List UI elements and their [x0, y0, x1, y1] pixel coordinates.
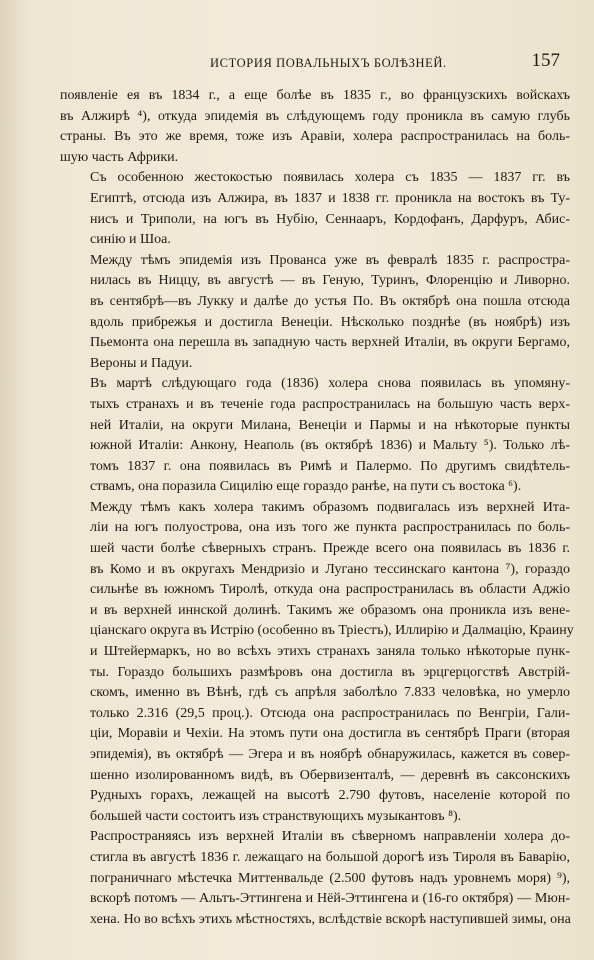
paragraph — [60, 86, 570, 168]
text-line: ты. Гораздо большихъ размѣровъ она достигла въ эрцгерцогствѣ Австрій- — [90, 664, 570, 680]
paragraph — [60, 498, 574, 828]
text-line: Пьемонта она перешла въ западную часть верхней Италіи, въ округи Бергамо, — [90, 335, 570, 351]
text-line: сильнѣе въ южномъ Тиролѣ, откуда она распространилась въ области Аджіо — [90, 582, 570, 598]
text-line: Вероны и Падуи. — [90, 355, 193, 371]
page-header — [100, 50, 560, 76]
text-line: и Штейермаркъ, но во всѣхъ этихъ странахъ заняла только нѣкоторые пунк- — [90, 644, 570, 660]
text-line: Между тѣмъ какъ холера такимъ образомъ подвигалась изъ верхней Ита- — [90, 499, 570, 515]
text-line: тыхъ странахъ и въ теченіе года распространилась на большую часть верх- — [90, 396, 570, 412]
text-line: большей части состоитъ изъ странствующихъ музыкантовъ ⁸). — [90, 808, 462, 824]
text-line: ліи на югъ полуострова, она изъ того же пункта распространилась по боль- — [90, 520, 570, 536]
text-line: Распространяясь изъ верхней Италіи въ сѣверномъ направленіи холера до- — [90, 829, 570, 845]
text-line: страны. Въ это же время, тоже изъ Аравіи, холера распространилась на боль- — [60, 129, 570, 145]
text-line: ціанскаго округа въ Истрію (особенно въ Тріестъ), Иллирію и Далмацію, Краину — [90, 623, 574, 639]
text-line: Въ мартѣ слѣдующаго года (1836) холера снова появилась въ упомяну- — [90, 376, 570, 392]
paragraph — [60, 374, 570, 498]
text-line: ней Италіи, на округи Милана, Венеціи и Пармы и на нѣкоторые пункты — [90, 417, 570, 433]
text-line: и въ верхней иннской долинѣ. Такимъ же образомъ она проникла изъ вене- — [90, 602, 570, 618]
text-line: эпидемія), въ октябрѣ — Эгера и въ ноябрѣ обнаружилась, кажется въ совер- — [90, 747, 570, 762]
text-line: хена. Но во всѣхъ этихъ мѣстностяхъ, вслѣдствіе вскорѣ наступившей зимы, она — [90, 911, 571, 927]
text-line: томъ 1837 г. она появилась въ Римѣ и Палермо. По другимъ свидѣтель- — [90, 458, 570, 474]
text-line: вскорѣ потомъ — Альтъ-Эттингена и Нёй-Эттингена и (16-го октября) — Мюн- — [90, 891, 570, 907]
text-line: появленіе ея въ 1834 г., а еще болѣе въ 1835 г., во французскихъ войскахъ — [60, 88, 570, 103]
text-line: шенно изолированномъ видѣ, въ Обервизенталѣ, — деревнѣ въ саксонскихъ — [90, 767, 570, 783]
text-line: пограничнаго мѣстечка Миттенвальде (2.500 футовъ надъ уровнемъ моря) ⁹), — [90, 870, 570, 886]
text-line: ствамъ, она поразила Сицилію еще гораздо ранѣе, на пути съ востока ⁶). — [90, 479, 522, 495]
text-line: въ Комо и въ округахъ Мендризіо и Лугано тессинскаго кантона ⁷), гораздо — [90, 561, 570, 577]
paragraph — [60, 251, 570, 375]
text-line: скомъ, именно въ Вѣнѣ, гдѣ съ апрѣля заболѣло 7.833 человѣка, но умерло — [90, 685, 570, 701]
text-line: въ Алжирѣ ⁴), откуда эпидемія въ слѣдующемъ году проникла въ самую глубь — [60, 108, 570, 124]
text-line: Съ особенною жестокостью появилась холера съ 1835 — 1837 гг. въ — [90, 170, 570, 186]
text-line: шей части болѣе сѣверныхъ странъ. Прежде всего она появилась въ 1836 г. — [90, 541, 570, 557]
text-line: нилась въ Ниццу, въ августѣ — въ Геную, Туринъ, Флоренцію и Ливорно. — [90, 273, 570, 289]
running-title: ИСТОРИЯ ПОВАЛЬНЫХЪ БОЛѢЗНЕЙ. — [210, 56, 447, 70]
text-line: вдоль прибрежья и достигла Венеціи. Нѣсколько позднѣе (въ ноябрѣ) изъ — [90, 314, 570, 330]
text-line: стигла въ августѣ 1836 г. лежащаго на большой дорогѣ изъ Тироля въ Баварію, — [90, 849, 570, 865]
text-line: Между тѣмъ эпидемія изъ Прованса уже въ февралѣ 1835 г. распростра- — [90, 252, 570, 268]
text-line: въ сентябрѣ—въ Лукку и далѣе до устья По. Въ октябрѣ она пошла отсюда — [90, 293, 570, 309]
page-number: 157 — [531, 50, 560, 71]
text-line: Египтѣ, отсюда изъ Алжира, въ 1837 и 1838 гг. проникла на востокъ въ Ту- — [90, 190, 570, 206]
paragraph — [60, 168, 570, 250]
text-line: шую часть Африки. — [60, 149, 179, 165]
text-line: только 2.316 (29,5 проц.). Отсюда она распространилась по Венгріи, Гали- — [90, 705, 570, 721]
text-line: нисъ и Триполи, на югъ въ Нубію, Сеннааръ, Кордофанъ, Дарфуръ, Абис- — [90, 211, 570, 227]
text-line: Рудныхъ горахъ, лежащей на высотѣ 2.790 футовъ, населеніе которой по — [90, 788, 570, 804]
text-line: ціи, Моравіи и Чехіи. На этомъ пути она достигла въ сентябрѣ Праги (вторая — [90, 726, 570, 742]
paragraph — [60, 827, 570, 930]
body-text — [60, 86, 574, 930]
text-line: южной Италіи: Анкону, Неаполь (въ октябрѣ 1836) и Мальту ⁵). Только лѣ- — [90, 438, 570, 454]
text-line: синію и Шоа. — [90, 232, 171, 248]
